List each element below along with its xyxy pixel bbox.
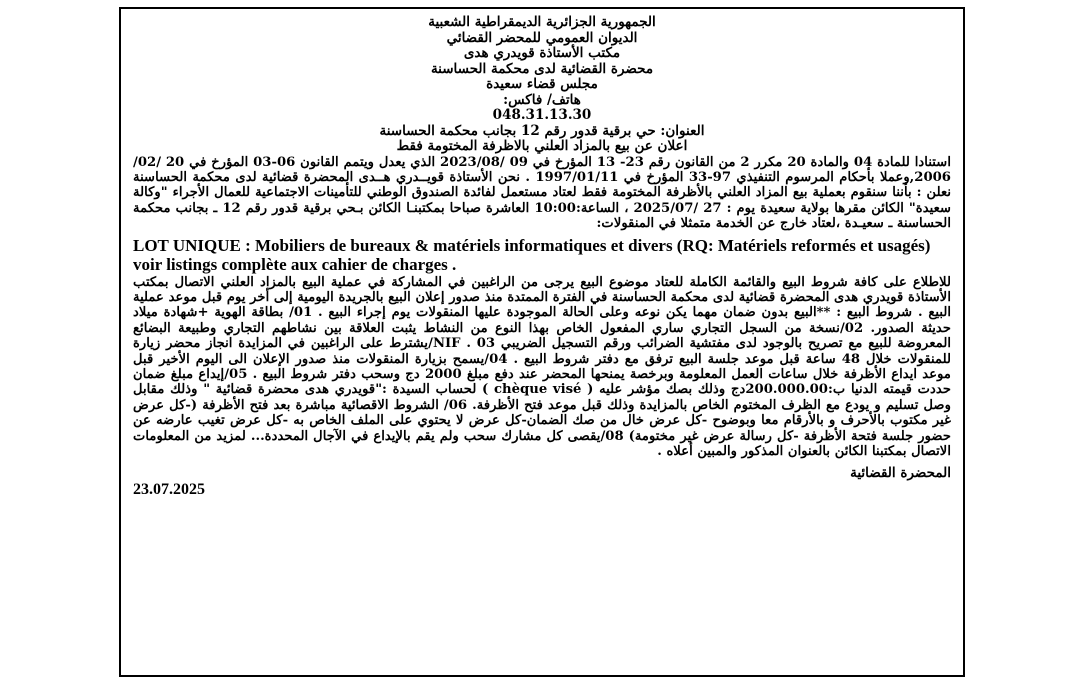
header-line-cabinet: مكتب الأستاذة قويدري هدى [463, 45, 621, 61]
lot-description: LOT UNIQUE : Mobiliers de bureaux & matériels informatiques et divers (RQ: Matériels reformés et usagés) voir listings complète aux cahier de charges . [133, 235, 931, 274]
header-line-phone-number: 048.31.13.30 [492, 107, 592, 123]
header-line-announcement-title: اعلان عن بيع بالمزاد العلني بالاظرفة المختومة فقط [396, 138, 688, 154]
intro-paragraph: استنادا للمادة 04 والمادة 20 مكرر 2 من القانون رقم 23- 13 المؤرخ في 09 /2023/08 الذي يعدل ويتمم القانون 06-03 المؤرخ في 20 /02/ 2006,وعملا بأحكام المرسوم التنفيذي 97-33 المؤرخ في 1997/01/11 . نحن الأستاذة قويــدري هــدى المحضرة قضائية لدى محكمة الحساسنة نعلن : بأننا سنقوم بعملية بيع المزاد العلني بالأظرفة المختومة فقط لعتاد مستعمل لفائدة الصندوق الوطني للتأمينات الاجتماعية للعمال الأجراء "وكالة سعيدة" الكائن مقرها بولاية سعيدة يوم : 27 /2025/07 ، الساعة:10:00 العاشرة صباحا بمكتبنـا الكائن بـحي برقية قدور رقم 12 ـ بجانب محكمة الحساسنة ـ سعيـدة ،لعتاد خارج عن الخدمة متمثلا في المنقولات: [133, 154, 952, 232]
header-line-phone-label: هاتف/ فاكس: [503, 91, 581, 108]
header-line-council: مجلس قضاء سعيدة [486, 76, 598, 92]
conditions-paragraph: للاطلاع على كافة شروط البيع والقائمة الكاملة للعتاد موضوع البيع يرجى من الراغبين في المشاركة في عملية البيع بالمزاد العلني الاتصال بمكتب الأستاذة قويدري هدى المحضرة قضائية لدى محكمة الحساسنة في الفترة الممتدة منذ صدور إعلان البيع بالجريدة اليومية إلى أخر يوم قبل موعد عملية البيع . شروط البيع : **البيع بدون ضمان مهما يكن نوعه وعلى الحالة الموجودة عليها المنقولات يوم إجراء البيع . 01/ بطاقة الهوية +شهادة ميلاد حديثة الصدور. 02/نسخة من السجل التجاري ساري المفعول الخاص بهذا النوع من النشاط يثبت العلاقة بين نشاطهم التجاري وطبيعة البضائع المعروضة للبيع مع تصريح بالوجود لدى مفتشية الضرائب ورقم التسجيل الضريبي NIF . 03/يشترط على الراغبين في المزايدة انجاز محضر زيارة للمنقولات خلال 48 ساعة قبل موعد جلسة البيع ترفق مع دفتر شروط البيع . 04/يسمح بزيارة المنقولات منذ صدور الإعلان الى اليوم الأخير قبل موعد ايداع الأظرفة خلال ساعات العمل المعلومة وبرخصة يمنحها المحضر عند دفع مبلغ 2000 دج وسحب دفتر شروط البيع . 05/إيداع مبلغ ضمان حددت قيمته الدنيا ب:200.000.00دج وذلك بصك مؤشر عليه ( chèque visé ) لحساب السيدة :"قويدري هدى محضرة قضائية " وذلك مقابل وصل تسليم و يودع مع الظرف المختوم الخاص بالمزايدة وذلك قبل موعد فتح الأظرفة. 06/ الشروط الاقصائية مباشرة بعد فتح الأظرفة (-كل عرض غير مكتوب بالأحرف و بالأرقام معا وبوضوح -كل عرض خال من صك الضمان-كل عرض لا يحتوي على الملف الخاص به -كل عرض تغيب عارضه عن حضور جلسة فتحة الأظرفة -كل رسالة عرض غير مختومة) 08/يقصى كل مشارك سحب ولم يقم بالإيداع في الآجال المحددة... لمزيد من المعلومات الاتصال بمكتبنا الكائن بالعنوان المذكور والمبين أعلاه . [133, 274, 951, 459]
header-line-republic: الجمهورية الجزائرية الديمقراطية الشعبية [428, 14, 656, 30]
announcement-frame [119, 7, 965, 677]
header-block [133, 15, 951, 155]
announcement-date: 23.07.2025 [133, 481, 205, 499]
header-line-office: الديوان العمومي للمحضر القضائي [446, 29, 638, 46]
header-line-court: محضرة القضائية لدى محكمة الحساسنة [430, 60, 654, 77]
signature-label: المحضرة القضائية [850, 465, 951, 482]
header-line-address: العنوان: حي برقية قدور رقم 12 بجانب محكمة الحساسنة [379, 122, 705, 139]
